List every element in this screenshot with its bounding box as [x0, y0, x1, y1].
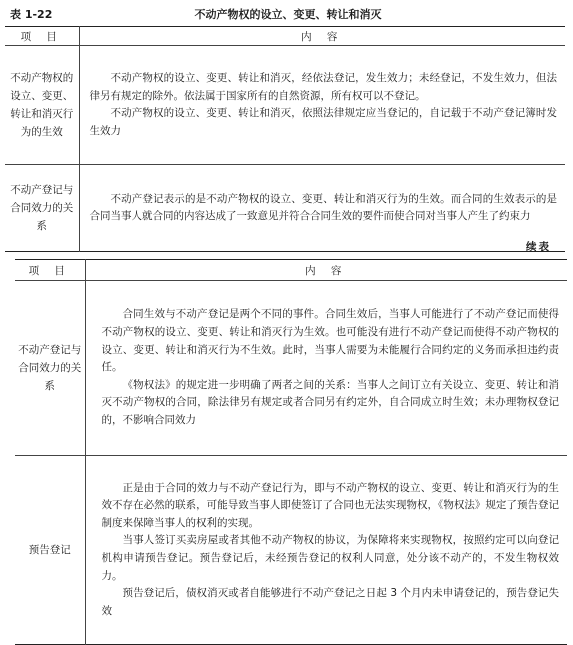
- content-paragraph: 不动产登记表示的是不动产物权的设立、变更、转让和消灭行为的生效。而合同的生效表示的是合同当事人就合同的内容达成了一致意见并符合合同生效的要件而使合同对当事人产生了约束力: [89, 192, 557, 222]
- table-number: 表 1-22: [10, 8, 53, 21]
- header-content: 内 容: [79, 27, 565, 46]
- content-paragraph: 合同生效与不动产登记是两个不同的事件。合同生效后，当事人可能进行了不动产登记而使得不动产物权的设立、变更、转让和消灭行为生效。也可能没有进行不动产登记而使得不动产物权的设立、变更、转让和消灭行为不生效。此时，当事人需要为未能履行合同约定的义务而承担违约责任。: [101, 308, 559, 374]
- row-item-label: 预告登记: [15, 456, 85, 645]
- row-content: [79, 165, 565, 252]
- row-content: [85, 281, 567, 456]
- table-title: 不动产物权的设立、变更、转让和消灭: [194, 8, 382, 21]
- row-item-label: 不动产登记与合同效力的关系: [5, 165, 79, 252]
- table-part-2: [15, 259, 567, 645]
- table-row: [15, 281, 567, 456]
- header-item: 项 目: [5, 27, 79, 46]
- table-row: [15, 456, 567, 645]
- row-item-label: 不动产登记与合同效力的关系: [15, 281, 85, 456]
- content-paragraph: 不动产物权的设立、变更、转让和消灭，依照法律规定应当登记的，自记载于不动产登记簿时发生效力: [89, 107, 557, 137]
- content-paragraph: 当事人签订买卖房屋或者其他不动产物权的协议，为保障将来实现物权，按照约定可以向登记机构申请预告登记。预告登记后，未经预告登记的权利人同意，处分该不动产的，不发生物权效力。: [101, 534, 559, 582]
- row-content: [79, 46, 565, 165]
- table-header-row: [5, 27, 565, 46]
- content-paragraph: 正是由于合同的效力与不动产登记行为，即与不动产物权的设立、变更、转让和消灭行为的生效不存在必然的联系，可能导致当事人即使签订了合同也无法实现物权，《物权法》规定了预告登记制度来保障当事人的权利的实现。: [101, 481, 559, 529]
- row-item-label: 不动产物权的设立、变更、转让和消灭行为的生效: [5, 46, 79, 165]
- table-part-1: [5, 26, 565, 252]
- row-content: [85, 456, 567, 645]
- table-caption: [8, 6, 568, 24]
- table-header-row: [15, 260, 567, 281]
- content-paragraph: 预告登记后，债权消灭或者自能够进行不动产登记之日起 3 个月内未申请登记的，预告登记失效: [101, 587, 559, 617]
- content-paragraph: 《物权法》的规定进一步明确了两者之间的关系：当事人之间订立有关设立、变更、转让和消灭不动产物权的合同，除法律另有规定或者合同另有约定外，自合同成立时生效；未办理物权登记的，不影响合同效力: [101, 378, 559, 426]
- table-row: [5, 46, 565, 165]
- header-content: 内 容: [85, 260, 567, 281]
- content-paragraph: 不动产物权的设立、变更、转让和消灭，经依法登记，发生效力；未经登记，不发生效力，但法律另有规定的除外。依法属于国家所有的自然资源，所有权可以不登记。: [89, 72, 557, 102]
- header-item: 项 目: [15, 260, 85, 281]
- table-row: [5, 165, 565, 252]
- continued-label: 续表: [526, 241, 551, 253]
